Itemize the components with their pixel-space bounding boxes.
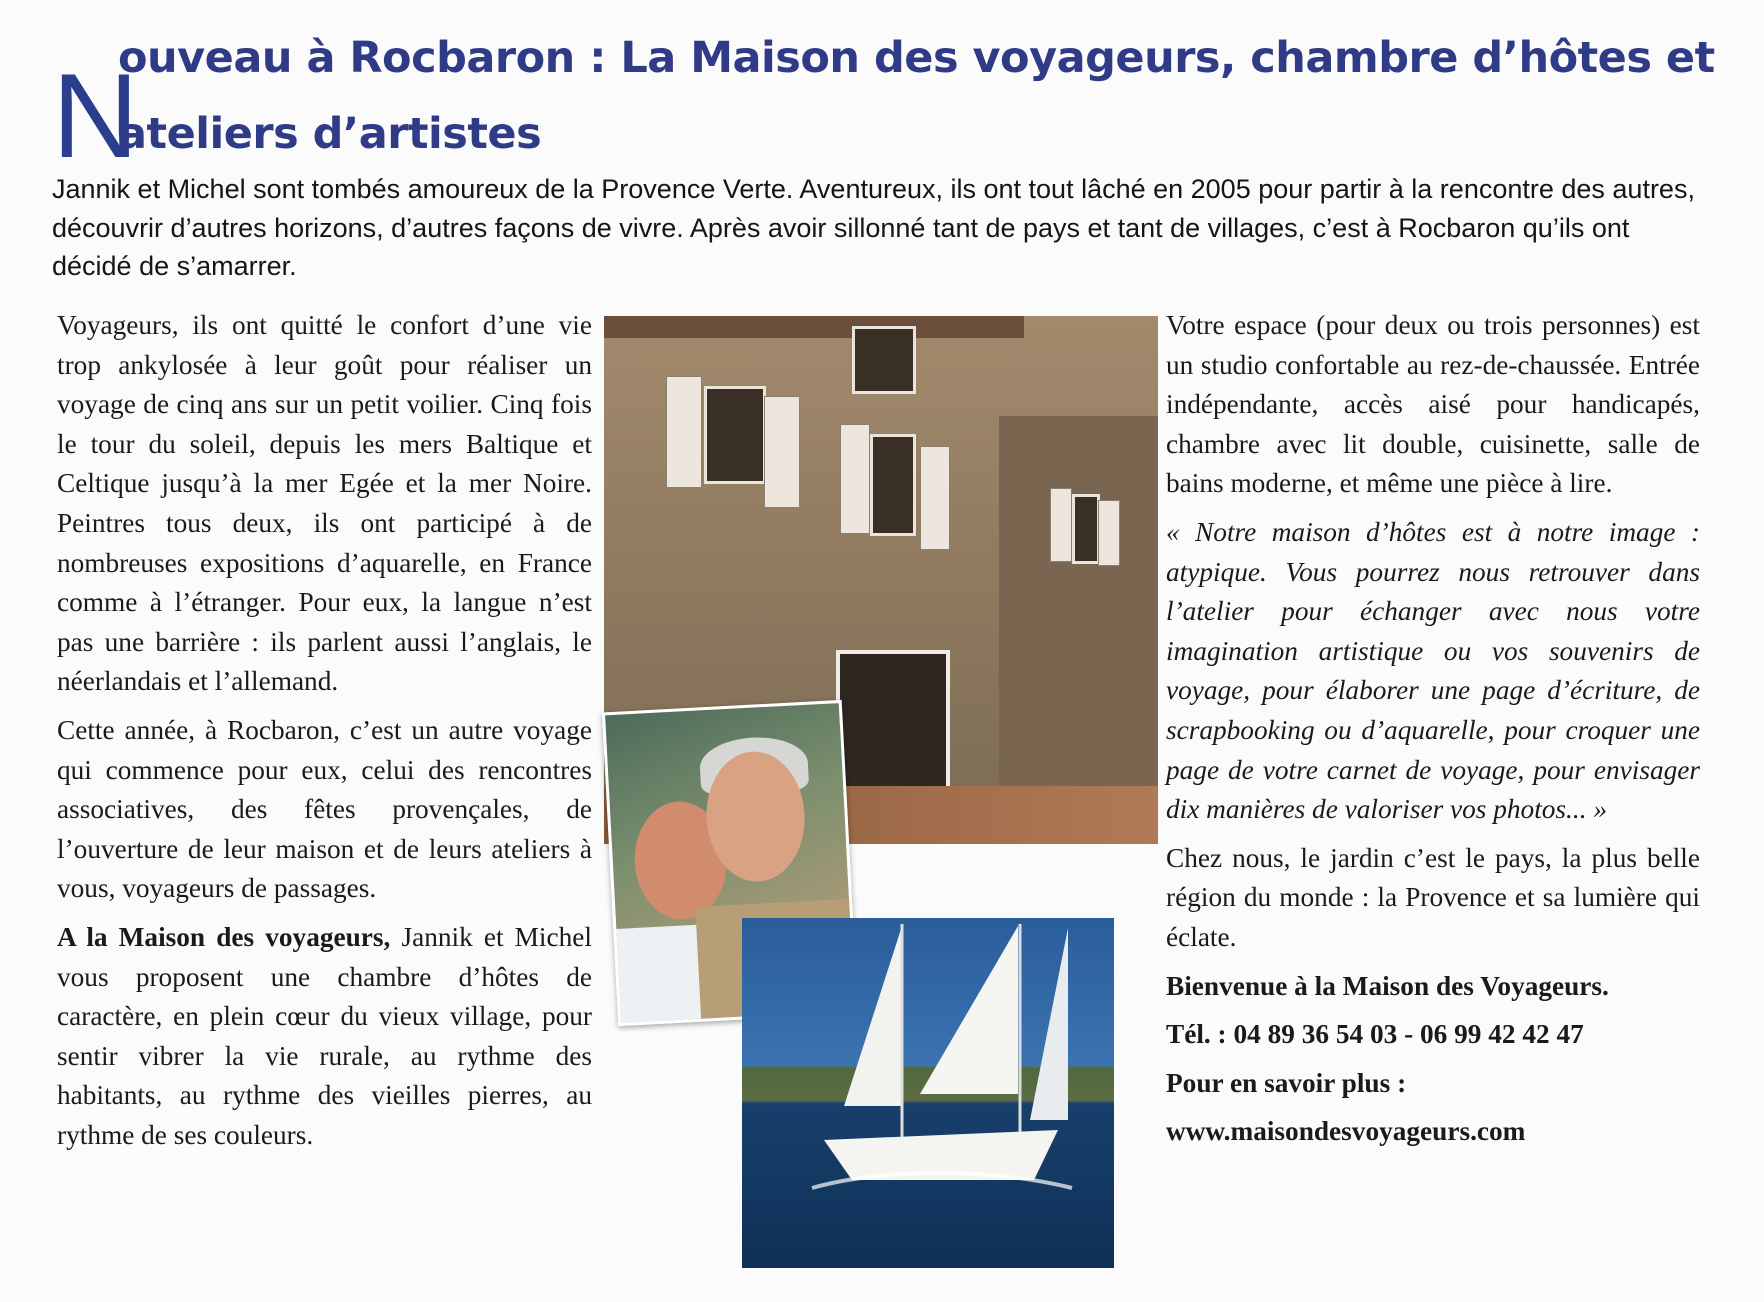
sailboat-drawing <box>742 918 1114 1268</box>
right-paragraph-3: Chez nous, le jardin c’est le pays, la plus belle région du monde : la Provence et sa lumière qui éclate. <box>1166 842 1700 952</box>
boat-main-sail <box>920 926 1018 1094</box>
boat-mizzen-sail <box>1030 928 1068 1120</box>
house-roof <box>604 316 1024 338</box>
house-side-wall <box>999 416 1158 786</box>
house-window <box>1072 494 1100 564</box>
phone-line: Tél. : 04 89 36 54 03 - 06 99 42 42 47 <box>1166 1019 1584 1050</box>
house-window <box>704 386 766 484</box>
welcome-line: Bienvenue à la Maison des Voyageurs. <box>1166 970 1609 1001</box>
house-shutter <box>1050 488 1072 562</box>
left-paragraph-3 <box>57 918 592 1156</box>
house-shutter <box>920 446 950 550</box>
drop-cap: N <box>52 49 139 183</box>
house-shutter <box>764 396 800 508</box>
left-paragraph-3-text: Jannik et Michel vous proposent une chambre d’hôtes de caractère, en plein cœur du vieux village, pour sentir vibrer la vie rurale, au rythme des habitants, au rythme des vieilles pierres, au rythme de ses couleurs. <box>57 921 592 1150</box>
more-info-line: Pour en savoir plus : <box>1166 1067 1407 1098</box>
owners-quote: « Notre maison d’hôtes est à notre image : atypique. Vous pourrez nous retrouver dans l’atelier pour échanger avec nous votre imagination artistique ou vos souvenirs de voyage, pour élaborer une page d’écriture, de scrapbooking ou d’aquarelle, pour croquer une page de votre carnet de voyage, pour envisager dix manières de valoriser vos photos... » <box>1166 516 1700 825</box>
house-window <box>852 326 916 394</box>
article-title: ouveau à Rocbaron : La Maison des voyageurs, chambre d’hôtes et ateliers d’artistes <box>118 33 1715 159</box>
maison-lead: A la Maison des voyageurs, <box>57 921 391 952</box>
left-paragraph-2: Cette année, à Rocbaron, c’est un autre voyage qui commence pour eux, celui des rencontres associatives, des fêtes provençales, de l’ouverture de leur maison et de leurs ateliers à vous, voyageurs de passages. <box>57 714 592 904</box>
right-column <box>1166 306 1700 1161</box>
house-shutter <box>840 424 870 534</box>
intro-paragraph: Jannik et Michel sont tombés amoureux de la Provence Verte. Aventureux, ils ont tout lâché en 2005 pour partir à la rencontre des autres, découvrir d’autres horizons, d’autres façons de vivre. Après avoir sillonné tant de pays et tant de villages, c’est à Rocbaron qu’ils ont décidé de s’amarrer. <box>52 174 1695 281</box>
left-paragraph-1: Voyageurs, ils ont quitté le confort d’une vie trop ankylosée à leur goût pour réaliser un voyage de cinq ans sur un petit voilier. Cinq fois le tour du soleil, depuis les mers Baltique et Celtique jusqu’à la mer Egée et la mer Noire. Peintres tous deux, ils ont participé à de nombreuses expositions d’aquarelle, en France comme à l’étranger. Pour eux, la langue n’est pas une barrière : ils parlent aussi l’anglais, le néerlandais et l’allemand. <box>57 310 592 697</box>
house-shutter <box>1098 500 1120 566</box>
right-paragraph-1: Votre espace (pour deux ou trois personnes) est un studio confortable au rez-de-chaussée. Entrée indépendante, accès aisé pour handicapés, chambre avec lit double, cuisinette, salle de bains moderne, et même une pièce à lire. <box>1166 310 1700 499</box>
sailboat-photo <box>742 918 1114 1268</box>
house-window <box>870 434 916 536</box>
boat-jib-sail <box>844 926 902 1106</box>
website-link[interactable]: www.maisondesvoyageurs.com <box>1166 1116 1526 1147</box>
house-shutter <box>666 376 702 488</box>
left-column <box>57 306 592 1164</box>
